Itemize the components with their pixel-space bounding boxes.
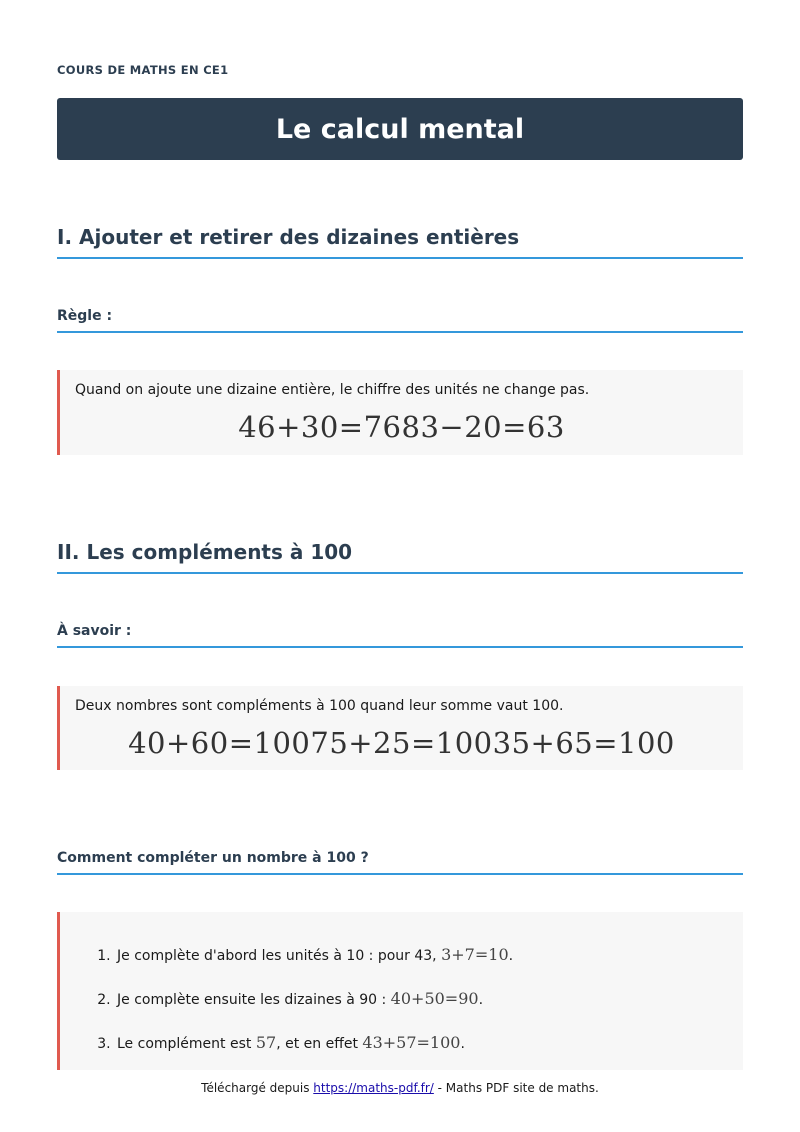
- list-item: [115, 989, 743, 1008]
- method-steps: [75, 912, 743, 1052]
- fact-text: Deux nombres sont compléments à 100 quand leur somme vaut 100.: [75, 698, 564, 714]
- footer-link[interactable]: https://maths-pdf.fr/: [313, 1081, 434, 1095]
- step-math: 57: [255, 1033, 277, 1052]
- step-text: , et en effet: [276, 1036, 363, 1052]
- list-item: [115, 1033, 743, 1052]
- section-2-heading: II. Les compléments à 100: [57, 540, 743, 574]
- fact-math: 40+60=10075+25=10035+65=100: [128, 726, 675, 760]
- step-math: 43+57=100: [362, 1033, 461, 1052]
- footer-suffix: - Maths PDF site de maths.: [433, 1081, 599, 1095]
- step-math: 3+7=10: [441, 945, 509, 964]
- step-punctuation: .: [478, 992, 484, 1008]
- course-kicker: COURS DE MATHS EN CE1: [57, 63, 229, 77]
- rule-math: 46+30=7683−20=63: [238, 410, 565, 444]
- section-2-subheading: À savoir :: [57, 623, 743, 648]
- step-punctuation: .: [460, 1036, 465, 1052]
- title-banner: [57, 98, 743, 160]
- rule-text: Quand on ajoute une dizaine entière, le chiffre des unités ne change pas.: [75, 382, 590, 398]
- list-item: [115, 945, 743, 964]
- step-math: 40+50=90: [390, 989, 479, 1008]
- step-text: Je complète d'abord les unités à 10 : pour 43,: [117, 948, 442, 964]
- method-heading: Comment compléter un nombre à 100 ?: [57, 850, 743, 875]
- step-text: Le complément est: [117, 1036, 256, 1052]
- step-punctuation: .: [508, 948, 514, 964]
- step-text: Je complète ensuite les dizaines à 90 :: [117, 992, 391, 1008]
- page-title: Le calcul mental: [275, 113, 525, 145]
- footer: [0, 1081, 800, 1095]
- fact-box: [57, 686, 743, 770]
- section-1-heading: I. Ajouter et retirer des dizaines entières: [57, 225, 743, 259]
- section-1-subheading: Règle :: [57, 308, 743, 333]
- method-box: [57, 912, 743, 1070]
- footer-prefix: Téléchargé depuis: [201, 1081, 314, 1095]
- rule-box: [57, 370, 743, 455]
